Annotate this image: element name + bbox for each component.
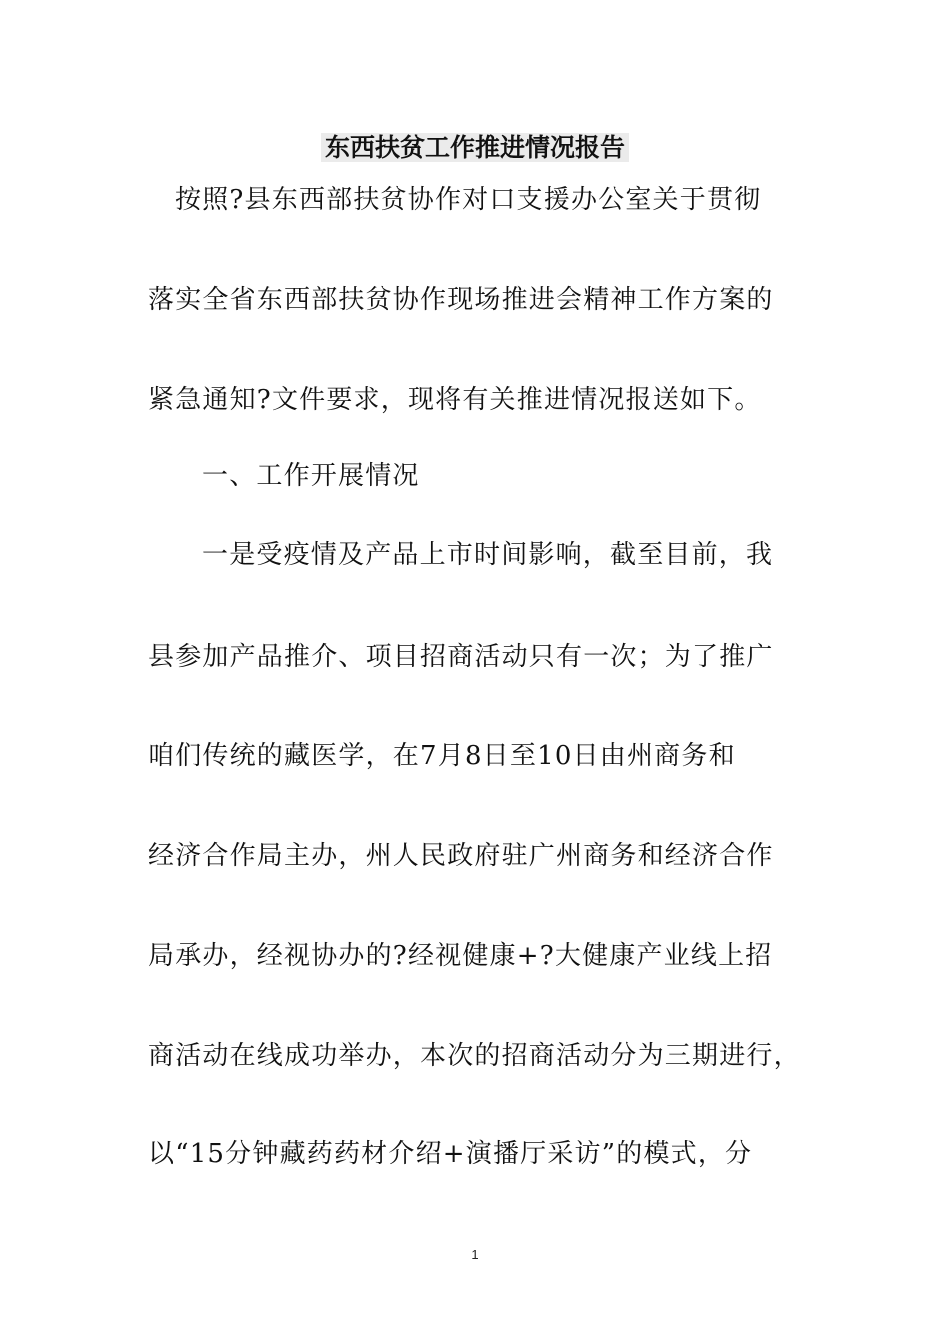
section-heading: 一、工作开展情况 bbox=[202, 461, 420, 491]
paragraph-line: 咱们传统的藏医学，在7月8日至10日由州商务和 bbox=[148, 741, 736, 771]
paragraph-line: 以“15分钟藏药药材介绍+演播厅采访”的模式，分 bbox=[148, 1139, 753, 1169]
page-number: 1 bbox=[471, 1247, 479, 1262]
paragraph-line: 县参加产品推介、项目招商活动只有一次；为了推广 bbox=[148, 642, 774, 672]
document-title-text: 东西扶贫工作推进情况报告 bbox=[321, 133, 629, 162]
paragraph-line: 经济合作局主办，州人民政府驻广州商务和经济合作 bbox=[148, 841, 774, 871]
paragraph-line: 局承办，经视协办的?经视健康+?大健康产业线上招 bbox=[148, 941, 773, 971]
paragraph-line: 商活动在线成功举办，本次的招商活动分为三期进行， bbox=[148, 1041, 801, 1071]
paragraph-line: 紧急通知?文件要求，现将有关推进情况报送如下。 bbox=[148, 385, 762, 415]
paragraph-line: 一是受疫情及产品上市时间影响，截至目前，我 bbox=[202, 540, 774, 570]
paragraph-line: 落实全省东西部扶贫协作现场推进会精神工作方案的 bbox=[148, 285, 774, 315]
document-title bbox=[0, 131, 950, 165]
paragraph-line: 按照?县东西部扶贫协作对口支援办公室关于贯彻 bbox=[175, 185, 762, 215]
